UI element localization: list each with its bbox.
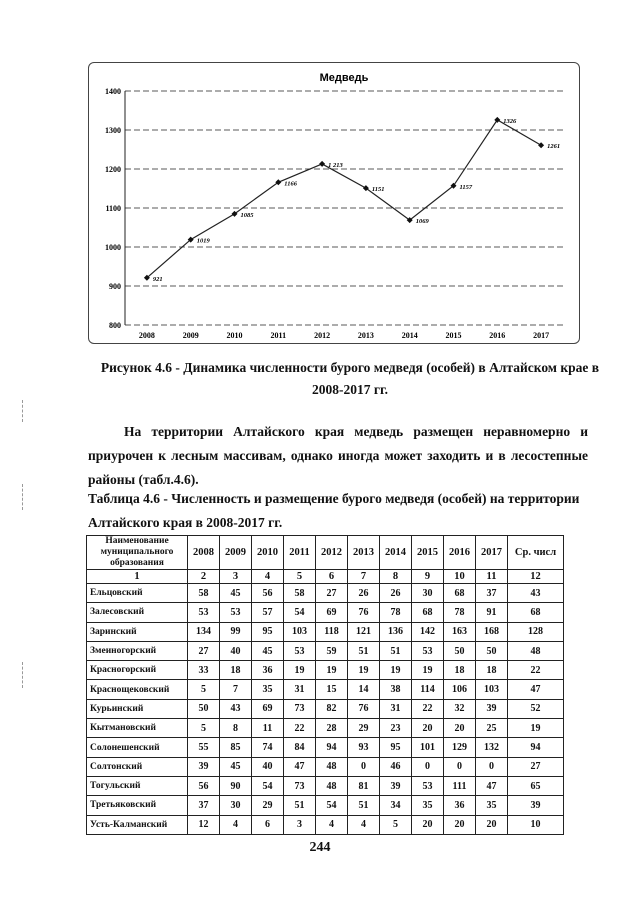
table-row — [87, 584, 564, 603]
value-cell: 20 — [444, 815, 476, 834]
value-cell: 68 — [444, 584, 476, 603]
table-row — [87, 603, 564, 622]
table-row — [87, 757, 564, 776]
chart-title: Медведь — [319, 72, 369, 84]
index-cell: 2 — [188, 570, 220, 584]
x-tick-label: 2008 — [138, 331, 155, 340]
avg-cell: 19 — [508, 719, 564, 738]
value-cell: 34 — [380, 796, 412, 815]
avg-cell: 128 — [508, 622, 564, 641]
value-cell: 45 — [252, 641, 284, 660]
data-label: 1069 — [415, 218, 429, 226]
value-cell: 35 — [252, 680, 284, 699]
value-cell: 136 — [380, 622, 412, 641]
x-tick-label: 2009 — [182, 331, 199, 340]
table-row — [87, 776, 564, 795]
x-tick-label: 2011 — [270, 331, 287, 340]
value-cell: 58 — [188, 584, 220, 603]
value-cell: 30 — [412, 584, 444, 603]
y-tick-label: 1200 — [105, 165, 121, 174]
page-number: 244 — [309, 840, 331, 855]
value-cell: 4 — [316, 815, 348, 834]
value-cell: 28 — [316, 719, 348, 738]
avg-cell: 65 — [508, 776, 564, 795]
data-label: 1151 — [371, 186, 385, 194]
value-cell: 55 — [188, 738, 220, 757]
value-cell: 14 — [348, 680, 380, 699]
y-tick-label: 900 — [109, 282, 121, 291]
value-cell: 36 — [444, 796, 476, 815]
index-cell: 10 — [444, 570, 476, 584]
value-cell: 90 — [220, 776, 252, 795]
index-cell: 12 — [508, 570, 564, 584]
header-year: 2014 — [380, 536, 412, 570]
data-label: 1085 — [240, 211, 254, 219]
value-cell: 54 — [316, 796, 348, 815]
value-cell: 85 — [220, 738, 252, 757]
value-cell: 57 — [252, 603, 284, 622]
district-name: Заринский — [87, 622, 188, 641]
value-cell: 51 — [348, 796, 380, 815]
value-cell: 48 — [316, 776, 348, 795]
value-cell: 8 — [220, 719, 252, 738]
value-cell: 103 — [476, 680, 508, 699]
value-cell: 22 — [412, 699, 444, 718]
district-name: Ельцовский — [87, 584, 188, 603]
header-avg: Ср. числ — [508, 536, 564, 570]
value-cell: 20 — [444, 719, 476, 738]
header-year: 2009 — [220, 536, 252, 570]
table-row — [87, 622, 564, 641]
value-cell: 93 — [348, 738, 380, 757]
value-cell: 4 — [220, 815, 252, 834]
value-cell: 37 — [476, 584, 508, 603]
value-cell: 129 — [444, 738, 476, 757]
bear-population-chart — [89, 63, 579, 343]
index-cell: 6 — [316, 570, 348, 584]
value-cell: 111 — [444, 776, 476, 795]
value-cell: 47 — [476, 776, 508, 795]
value-cell: 91 — [476, 603, 508, 622]
avg-cell: 22 — [508, 661, 564, 680]
value-cell: 12 — [188, 815, 220, 834]
x-tick-label: 2013 — [357, 331, 374, 340]
value-cell: 103 — [284, 622, 316, 641]
body-paragraph: На территории Алтайского края медведь размещен неравномерно и приурочен к лесным массивам, однако иногда может заходить и в лесостепные районы (табл.4.6). — [88, 424, 588, 487]
district-name: Усть-Калманский — [87, 815, 188, 834]
value-cell: 20 — [412, 719, 444, 738]
district-name: Кытмановский — [87, 719, 188, 738]
data-label: 1019 — [196, 237, 210, 245]
value-cell: 78 — [444, 603, 476, 622]
value-cell: 84 — [284, 738, 316, 757]
table-row — [87, 699, 564, 718]
figure-caption — [100, 357, 600, 401]
value-cell: 53 — [412, 641, 444, 660]
value-cell: 22 — [284, 719, 316, 738]
value-cell: 43 — [220, 699, 252, 718]
value-cell: 27 — [316, 584, 348, 603]
x-tick-label: 2016 — [489, 331, 506, 340]
value-cell: 94 — [316, 738, 348, 757]
value-cell: 35 — [412, 796, 444, 815]
value-cell: 48 — [316, 757, 348, 776]
value-cell: 4 — [348, 815, 380, 834]
value-cell: 47 — [284, 757, 316, 776]
index-cell: 7 — [348, 570, 380, 584]
value-cell: 19 — [348, 661, 380, 680]
district-name: Солтонский — [87, 757, 188, 776]
x-tick-label: 2015 — [445, 331, 462, 340]
value-cell: 81 — [348, 776, 380, 795]
value-cell: 7 — [220, 680, 252, 699]
value-cell: 29 — [348, 719, 380, 738]
table-row — [87, 641, 564, 660]
value-cell: 18 — [476, 661, 508, 680]
avg-cell: 48 — [508, 641, 564, 660]
district-name: Тогульский — [87, 776, 188, 795]
y-tick-label: 1100 — [105, 204, 121, 213]
avg-cell: 27 — [508, 757, 564, 776]
value-cell: 31 — [284, 680, 316, 699]
value-cell: 54 — [252, 776, 284, 795]
index-cell: 3 — [220, 570, 252, 584]
header-year: 2017 — [476, 536, 508, 570]
data-label: 1166 — [284, 180, 297, 188]
avg-cell: 68 — [508, 603, 564, 622]
table-row — [87, 719, 564, 738]
header-year: 2016 — [444, 536, 476, 570]
value-cell: 114 — [412, 680, 444, 699]
value-cell: 3 — [284, 815, 316, 834]
district-name: Змеиногорский — [87, 641, 188, 660]
header-year: 2012 — [316, 536, 348, 570]
table-row — [87, 680, 564, 699]
header-year: 2008 — [188, 536, 220, 570]
value-cell: 0 — [412, 757, 444, 776]
value-cell: 39 — [188, 757, 220, 776]
value-cell: 78 — [380, 603, 412, 622]
avg-cell: 47 — [508, 680, 564, 699]
data-label: 1 213 — [328, 161, 343, 169]
value-cell: 118 — [316, 622, 348, 641]
avg-cell: 52 — [508, 699, 564, 718]
table-row — [87, 738, 564, 757]
value-cell: 56 — [252, 584, 284, 603]
value-cell: 45 — [220, 584, 252, 603]
value-cell: 32 — [444, 699, 476, 718]
value-cell: 26 — [348, 584, 380, 603]
value-cell: 40 — [252, 757, 284, 776]
table-row — [87, 661, 564, 680]
value-cell: 74 — [252, 738, 284, 757]
y-tick-label: 800 — [109, 321, 121, 330]
index-cell: 11 — [476, 570, 508, 584]
value-cell: 101 — [412, 738, 444, 757]
value-cell: 134 — [188, 622, 220, 641]
table-row — [87, 815, 564, 834]
value-cell: 50 — [476, 641, 508, 660]
value-cell: 46 — [380, 757, 412, 776]
index-cell: 9 — [412, 570, 444, 584]
value-cell: 95 — [252, 622, 284, 641]
y-tick-label: 1000 — [105, 243, 121, 252]
data-label: 1157 — [459, 183, 473, 191]
header-year: 2013 — [348, 536, 380, 570]
x-tick-label: 2010 — [226, 331, 243, 340]
value-cell: 31 — [380, 699, 412, 718]
table-caption: Таблица 4.6 - Численность и размещение бурого медведя (особей) на территории Алтайского края в 2008-2017 гг. — [88, 491, 580, 530]
value-cell: 5 — [188, 680, 220, 699]
value-cell: 51 — [380, 641, 412, 660]
value-cell: 163 — [444, 622, 476, 641]
district-name: Залесовский — [87, 603, 188, 622]
value-cell: 45 — [220, 757, 252, 776]
data-point — [538, 142, 544, 148]
district-name: Красногорский — [87, 661, 188, 680]
value-cell: 132 — [476, 738, 508, 757]
value-cell: 73 — [284, 776, 316, 795]
district-name: Краснощековский — [87, 680, 188, 699]
value-cell: 15 — [316, 680, 348, 699]
value-cell: 68 — [412, 603, 444, 622]
margin-mark — [22, 662, 23, 688]
value-cell: 35 — [476, 796, 508, 815]
value-cell: 33 — [188, 661, 220, 680]
margin-mark — [22, 484, 23, 510]
value-cell: 53 — [412, 776, 444, 795]
value-cell: 53 — [284, 641, 316, 660]
x-tick-label: 2014 — [401, 331, 418, 340]
district-name: Третьяковский — [87, 796, 188, 815]
value-cell: 18 — [220, 661, 252, 680]
data-label: 921 — [152, 275, 163, 283]
data-label: 1261 — [547, 143, 561, 151]
value-cell: 76 — [348, 603, 380, 622]
value-cell: 19 — [284, 661, 316, 680]
index-cell: 8 — [380, 570, 412, 584]
header-name: Наименование муниципального образования — [87, 536, 188, 570]
value-cell: 54 — [284, 603, 316, 622]
header-year: 2011 — [284, 536, 316, 570]
header-year: 2010 — [252, 536, 284, 570]
value-cell: 5 — [188, 719, 220, 738]
value-cell: 6 — [252, 815, 284, 834]
value-cell: 142 — [412, 622, 444, 641]
value-cell: 19 — [316, 661, 348, 680]
value-cell: 40 — [220, 641, 252, 660]
value-cell: 168 — [476, 622, 508, 641]
value-cell: 95 — [380, 738, 412, 757]
value-cell: 23 — [380, 719, 412, 738]
district-name: Солонешенский — [87, 738, 188, 757]
series-line — [147, 117, 541, 278]
value-cell: 58 — [284, 584, 316, 603]
avg-cell: 43 — [508, 584, 564, 603]
value-cell: 73 — [284, 699, 316, 718]
figure-caption-line2: 2008-2017 гг. — [312, 382, 388, 397]
avg-cell: 10 — [508, 815, 564, 834]
value-cell: 53 — [188, 603, 220, 622]
x-tick-label: 2012 — [314, 331, 331, 340]
index-cell: 5 — [284, 570, 316, 584]
value-cell: 19 — [380, 661, 412, 680]
value-cell: 38 — [380, 680, 412, 699]
value-cell: 0 — [444, 757, 476, 776]
table-index-row — [87, 570, 564, 584]
value-cell: 20 — [412, 815, 444, 834]
value-cell: 0 — [348, 757, 380, 776]
value-cell: 25 — [476, 719, 508, 738]
value-cell: 106 — [444, 680, 476, 699]
header-year: 2015 — [412, 536, 444, 570]
value-cell: 11 — [252, 719, 284, 738]
value-cell: 0 — [476, 757, 508, 776]
value-cell: 53 — [220, 603, 252, 622]
value-cell: 121 — [348, 622, 380, 641]
x-tick-label: 2017 — [533, 331, 550, 340]
data-label: 1326 — [503, 117, 517, 125]
value-cell: 59 — [316, 641, 348, 660]
value-cell: 29 — [252, 796, 284, 815]
avg-cell: 94 — [508, 738, 564, 757]
value-cell: 18 — [444, 661, 476, 680]
value-cell: 99 — [220, 622, 252, 641]
value-cell: 26 — [380, 584, 412, 603]
index-cell: 1 — [87, 570, 188, 584]
value-cell: 27 — [188, 641, 220, 660]
value-cell: 76 — [348, 699, 380, 718]
population-table — [86, 535, 564, 835]
value-cell: 39 — [380, 776, 412, 795]
chart-frame — [88, 62, 580, 344]
value-cell: 50 — [444, 641, 476, 660]
value-cell: 19 — [412, 661, 444, 680]
value-cell: 50 — [188, 699, 220, 718]
index-cell: 4 — [252, 570, 284, 584]
table-row — [87, 796, 564, 815]
value-cell: 69 — [252, 699, 284, 718]
margin-mark — [22, 400, 23, 422]
y-tick-label: 1400 — [105, 87, 121, 96]
table-header-row — [87, 536, 564, 570]
y-tick-label: 1300 — [105, 126, 121, 135]
value-cell: 51 — [284, 796, 316, 815]
value-cell: 51 — [348, 641, 380, 660]
value-cell: 56 — [188, 776, 220, 795]
value-cell: 82 — [316, 699, 348, 718]
value-cell: 69 — [316, 603, 348, 622]
avg-cell: 39 — [508, 796, 564, 815]
data-point — [319, 161, 325, 167]
value-cell: 36 — [252, 661, 284, 680]
value-cell: 5 — [380, 815, 412, 834]
figure-caption-line1: Рисунок 4.6 - Динамика численности бурого медведя (особей) в Алтайском крае в — [100, 360, 600, 375]
value-cell: 20 — [476, 815, 508, 834]
district-name: Курьинский — [87, 699, 188, 718]
value-cell: 30 — [220, 796, 252, 815]
value-cell: 39 — [476, 699, 508, 718]
value-cell: 37 — [188, 796, 220, 815]
